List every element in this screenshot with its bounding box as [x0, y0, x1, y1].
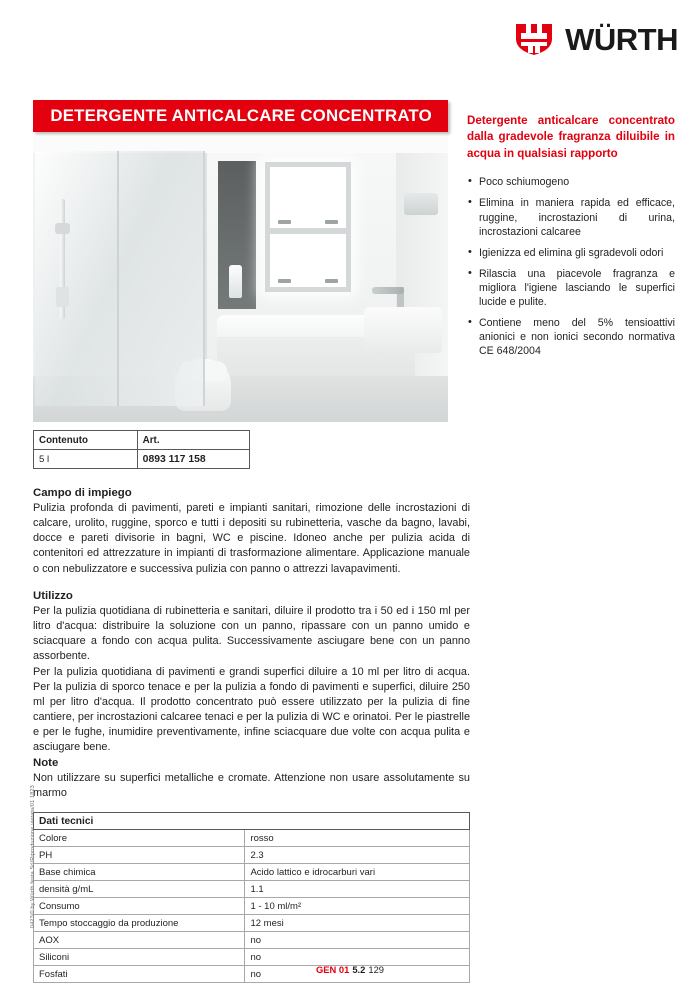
table-row: [34, 450, 250, 469]
row-key: Fosfati: [34, 966, 245, 983]
table-title-row: [34, 813, 470, 830]
footer-page-number: 129: [368, 964, 385, 975]
row-value: Acido lattico e idrocarburi vari: [245, 864, 470, 881]
page-footer: [0, 964, 700, 975]
wurth-logo-icon: [514, 22, 554, 56]
contenuto-article-table: [33, 430, 250, 469]
table-row: [34, 847, 470, 864]
product-summary-column: [467, 113, 675, 365]
row-key: Tempo stoccaggio da produzione: [34, 915, 245, 932]
section-utilizzo: [33, 590, 470, 756]
row-key: Siliconi: [34, 949, 245, 966]
contenuto-value: 5 l: [34, 450, 138, 469]
table-row: [34, 830, 470, 847]
footer-section-number: 5.2: [352, 964, 366, 975]
section-heading: Note: [33, 757, 59, 769]
product-lead-text: Detergente anticalcare concentrato dalla gradevole fragranza diluibile in acqua in qualsiasi rapporto: [467, 114, 675, 160]
row-value: no: [245, 949, 470, 966]
list-item: • Elimina in maniera rapida ed efficace, ruggine, incrostazioni di urina, incrostazioni calcaree: [467, 196, 675, 238]
list-item: • Rilascia una piacevole fragranza e migliora l'igiene lasciando le superfici lucide e pulite.: [467, 267, 675, 309]
table-row: [34, 949, 470, 966]
row-value: rosso: [245, 830, 470, 847]
photo-sink: [364, 307, 442, 353]
row-value: 1.1: [245, 881, 470, 898]
product-application-photo: [33, 137, 448, 422]
row-value: 1 - 10 ml/m²: [245, 898, 470, 915]
table-row: [34, 864, 470, 881]
photo-tap: [372, 287, 404, 294]
row-key: Consumo: [34, 898, 245, 915]
table-row: [34, 881, 470, 898]
photo-window-latch-left: [278, 220, 291, 224]
section-heading: Utilizzo: [33, 590, 73, 602]
section-body: Pulizia profonda di pavimenti, pareti e impianti sanitari, rimozione delle incrostazioni di calcare, urolito, ruggine, sporco e tutti i depositi su rubinetteria, vasche da bagno, lavabi, docce e pareti divisorie in bagni, WC e piscine. Idoneo anche per pulizia acida di contenitori ed attrezzature in impianti di trasformazione alimentare. Applicazione manuale o con nebulizzatore e successiva pulizia con panno o attrezzi lavapavimenti.: [33, 502, 470, 575]
list-item: • Poco schiumogeno: [467, 175, 675, 189]
contenuto-header: Contenuto: [34, 431, 138, 450]
photo-window-latch-right: [325, 220, 338, 224]
table-row: [34, 932, 470, 949]
brand-header: [514, 22, 678, 56]
technical-data-title: Dati tecnici: [34, 813, 470, 830]
section-heading: Campo di impiego: [33, 487, 132, 499]
table-row: [34, 915, 470, 932]
product-title: DETERGENTE ANTICALCARE CONCENTRATO: [50, 106, 432, 125]
photo-window-latch-lower-left: [278, 279, 291, 283]
section-note: [33, 757, 470, 801]
list-item: • Contiene meno del 5% tensioattivi anionici e non ionici secondo normativa CE 648/2004: [467, 316, 675, 358]
row-key: AOX: [34, 932, 245, 949]
product-title-banner: [33, 100, 448, 132]
row-value: 12 mesi: [245, 915, 470, 932]
photo-wall-fixture: [404, 193, 438, 215]
table-header-row: [34, 431, 250, 450]
side-credit-text: 0423/0 by Würth festa Srl/Riproduzione vietata/01 1823: [30, 785, 36, 928]
photo-shower-handset: [56, 287, 69, 307]
product-feature-list: [467, 175, 675, 358]
section-body: Per la pulizia quotidiana di rubinetteria e sanitari, diluire il prodotto tra i 50 ed i 150 ml per litro d'acqua: distribuire la soluzione con un panno, ripassare con un panno umido e sciacquare a fondo con acqua pulita. Successivamente asciugare bene con un panno assorbente.: [33, 605, 470, 663]
photo-shower-head: [55, 223, 70, 234]
row-key: Base chimica: [34, 864, 245, 881]
photo-window-latch-lower-right: [325, 279, 338, 283]
photo-window: [265, 162, 351, 292]
section-body-second: Per la pulizia quotidiana di pavimenti e grandi superfici diluire a 10 ml per litro di acqua. Per la pulizia di sporco tenace e per la pulizia a fondo di pavimenti e superfici, diluire 250 ml per litro d'acqua. Il prodotto concentrato può essere utilizzato per la pulizia di fine cantiere, per incrostazioni calcaree tenaci e per la pulizia di WC e orinatoi. Per le piastrelle e per le fughe, inumidire preventivamente, infine sciacquare due volte con acqua pulita e asciugare bene.: [33, 665, 470, 754]
technical-data-table: [33, 812, 470, 983]
row-key: densità g/mL: [34, 881, 245, 898]
row-value: no: [245, 932, 470, 949]
footer-catalog-code: GEN 01: [315, 964, 350, 975]
row-value: no: [245, 966, 470, 983]
art-value: 0893 117 158: [137, 450, 249, 469]
art-header: Art.: [137, 431, 249, 450]
section-body: Non utilizzare su superfici metalliche e cromate. Attenzione non usare assolutamente su marmo: [33, 772, 470, 800]
section-campo-di-impiego: [33, 487, 470, 577]
row-key: Colore: [34, 830, 245, 847]
row-value: 2.3: [245, 847, 470, 864]
list-item: • Igienizza ed elimina gli sgradevoli odori: [467, 246, 675, 260]
photo-niche-bottle: [229, 265, 242, 298]
brand-name: WÜRTH: [565, 21, 678, 57]
table-row: [34, 898, 470, 915]
row-key: PH: [34, 847, 245, 864]
